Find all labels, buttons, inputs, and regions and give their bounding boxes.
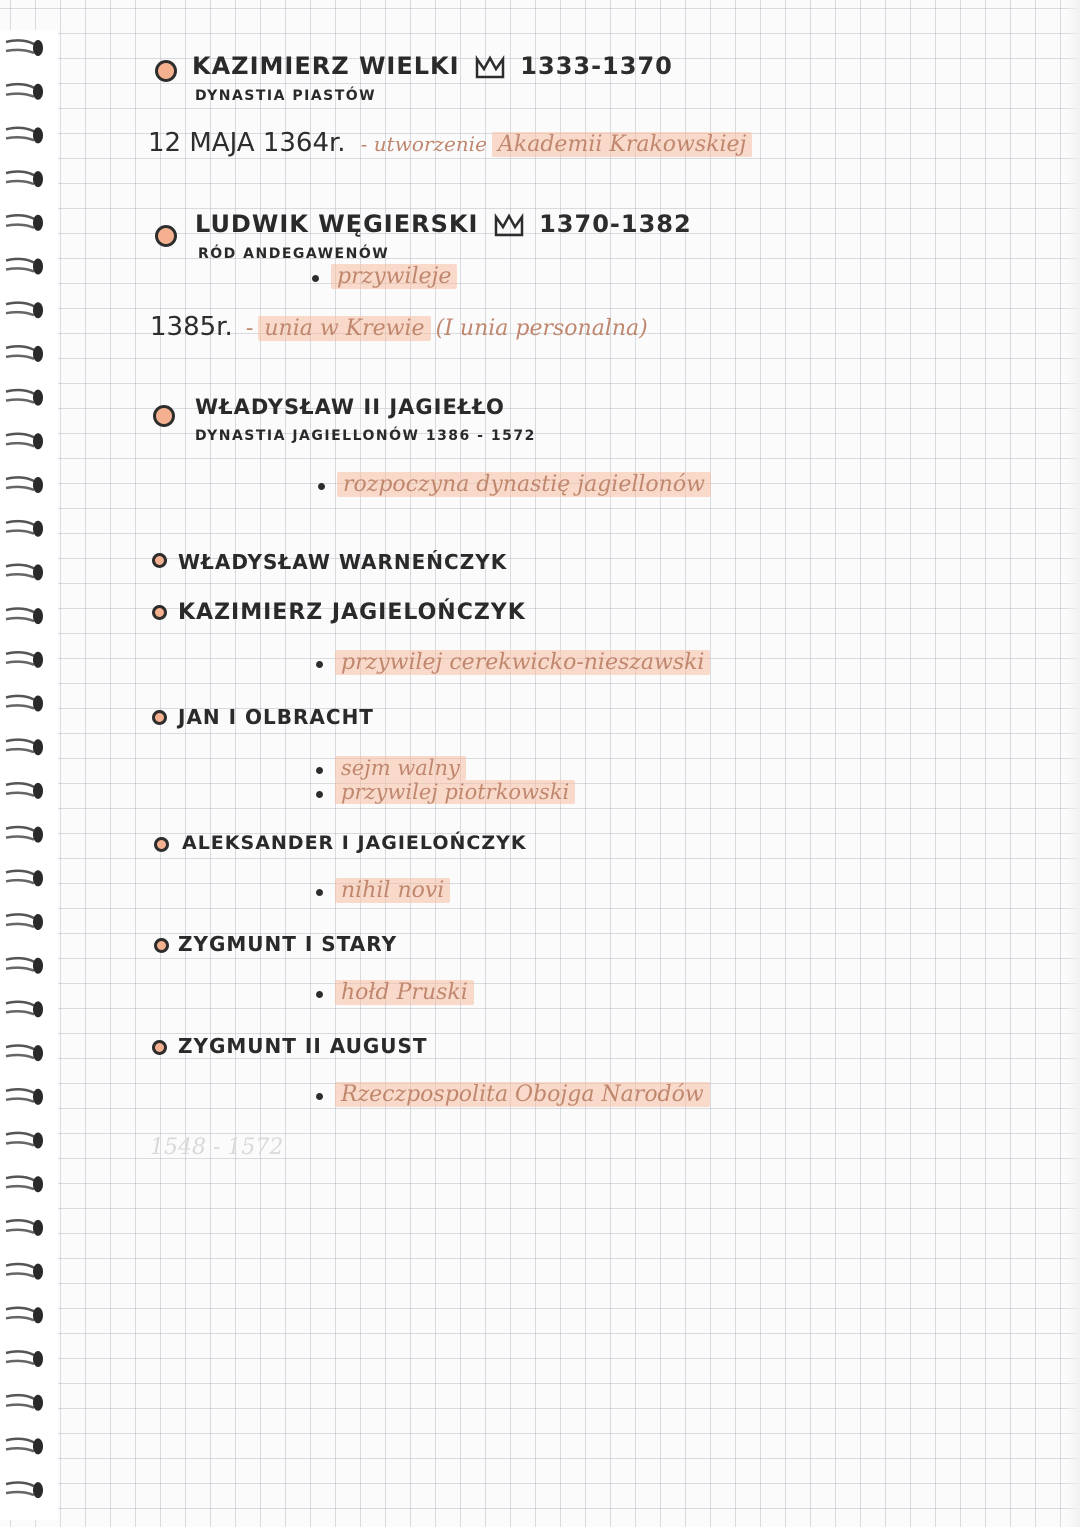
crown-icon	[494, 213, 524, 237]
king-name-kazimierz-jagiellonczyk: KAZIMIERZ JAGIELOŃCZYK	[178, 600, 526, 625]
spiral-ring	[6, 40, 43, 56]
bullet-dot	[318, 483, 325, 490]
entry-marker-circle	[155, 225, 177, 247]
spiral-ring	[6, 1307, 43, 1323]
spiral-ring	[6, 652, 43, 668]
entry-marker-circle	[154, 938, 169, 953]
spiral-ring	[6, 171, 43, 187]
spiral-ring	[6, 564, 43, 580]
event-date: 12 MAJA 1364r.	[148, 128, 346, 158]
spiral-ring	[6, 433, 43, 449]
entry-marker-circle	[153, 405, 175, 427]
king-name-ludwik: LUDWIK WĘGIERSKI 1370-1382	[195, 210, 692, 238]
king-name-aleksander: ALEKSANDER I JAGIELOŃCZYK	[182, 832, 527, 854]
spiral-ring	[6, 127, 43, 143]
bullet-dot	[316, 889, 323, 896]
bullet-dot	[312, 275, 319, 282]
event-line-krewo: 1385r. - unia w Krewie (I unia personalna)	[150, 312, 648, 342]
spiral-ring	[6, 739, 43, 755]
king-name-wladyslaw-warnenczyk: WŁADYSŁAW WARNEŃCZYK	[178, 550, 508, 574]
event-highlight: unia w Krewie	[258, 316, 430, 341]
spiral-ring	[6, 1438, 43, 1454]
king-name-zygmunt-stary: ZYGMUNT I STARY	[178, 932, 398, 956]
spiral-ring	[6, 870, 43, 886]
page-edge	[1066, 0, 1080, 1527]
bullet-item: przywileje	[312, 264, 457, 289]
spiral-rings	[0, 30, 58, 1520]
bullet-item: sejm walny	[316, 756, 466, 780]
spiral-ring	[6, 1395, 43, 1411]
spiral-ring	[6, 259, 43, 275]
event-line-akademia	[148, 128, 752, 158]
bullet-item: nihil novi	[316, 878, 450, 903]
entry-marker-circle	[155, 60, 177, 82]
dynasty-label: RÓD ANDEGAWENÓW	[198, 246, 390, 262]
spiral-ring	[6, 1220, 43, 1236]
bullet-dot	[316, 661, 323, 668]
event-highlight: Akademii Krakowskiej	[492, 132, 752, 157]
spiral-ring	[6, 783, 43, 799]
spiral-ring	[6, 477, 43, 493]
bullet-dot	[316, 791, 323, 798]
bullet-dot	[316, 1093, 323, 1100]
spiral-ring	[6, 1482, 43, 1498]
spiral-ring	[6, 1351, 43, 1367]
spiral-ring	[6, 958, 43, 974]
event-date: 1385r.	[150, 312, 233, 342]
crown-icon	[475, 55, 505, 79]
spiral-ring	[6, 1133, 43, 1149]
entry-marker-circle	[152, 605, 167, 620]
bullet-item: rozpoczyna dynastię jagiellonów	[318, 472, 711, 497]
spiral-ring	[6, 215, 43, 231]
entry-marker-circle	[154, 837, 169, 852]
bullet-dot	[316, 767, 323, 774]
faint-erased-text: 1548 - 1572	[150, 1135, 284, 1160]
king-name-jan-olbracht: JAN I OLBRACHT	[178, 705, 374, 729]
king-name-zygmunt-august: ZYGMUNT II AUGUST	[178, 1034, 428, 1058]
spiral-ring	[6, 1264, 43, 1280]
spiral-ring	[6, 914, 43, 930]
spiral-ring	[6, 521, 43, 537]
spiral-ring	[6, 1176, 43, 1192]
event-prefix: - utworzenie	[360, 132, 487, 156]
entry-marker-circle	[152, 553, 167, 568]
king-name-wladyslaw-jagiello: WŁADYSŁAW II JAGIEŁŁO	[195, 395, 505, 419]
bullet-item: Rzeczpospolita Obojga Narodów	[316, 1082, 710, 1107]
dynasty-label: DYNASTIA PIASTÓW	[195, 88, 377, 104]
spiral-ring	[6, 302, 43, 318]
bullet-item: hołd Pruski	[316, 980, 474, 1005]
spiral-ring	[6, 827, 43, 843]
entry-marker-circle	[152, 1040, 167, 1055]
spiral-ring	[6, 608, 43, 624]
spiral-ring	[6, 1001, 43, 1017]
spiral-ring	[6, 390, 43, 406]
dynasty-label: DYNASTIA JAGIELLONÓW 1386 - 1572	[195, 428, 536, 444]
spiral-ring	[6, 1045, 43, 1061]
spiral-binding	[0, 30, 58, 1520]
bullet-item: przywilej cerekwicko-nieszawski	[316, 650, 710, 675]
spiral-ring	[6, 346, 43, 362]
spiral-ring	[6, 696, 43, 712]
king-name-kazimierz-wielki: KAZIMIERZ WIELKI 1333-1370	[192, 52, 673, 80]
bullet-item: przywilej piotrkowski	[316, 780, 575, 804]
spiral-ring	[6, 1089, 43, 1105]
spiral-ring	[6, 84, 43, 100]
event-note: (I unia personalna)	[435, 316, 648, 341]
bullet-dot	[316, 991, 323, 998]
entry-marker-circle	[152, 710, 167, 725]
